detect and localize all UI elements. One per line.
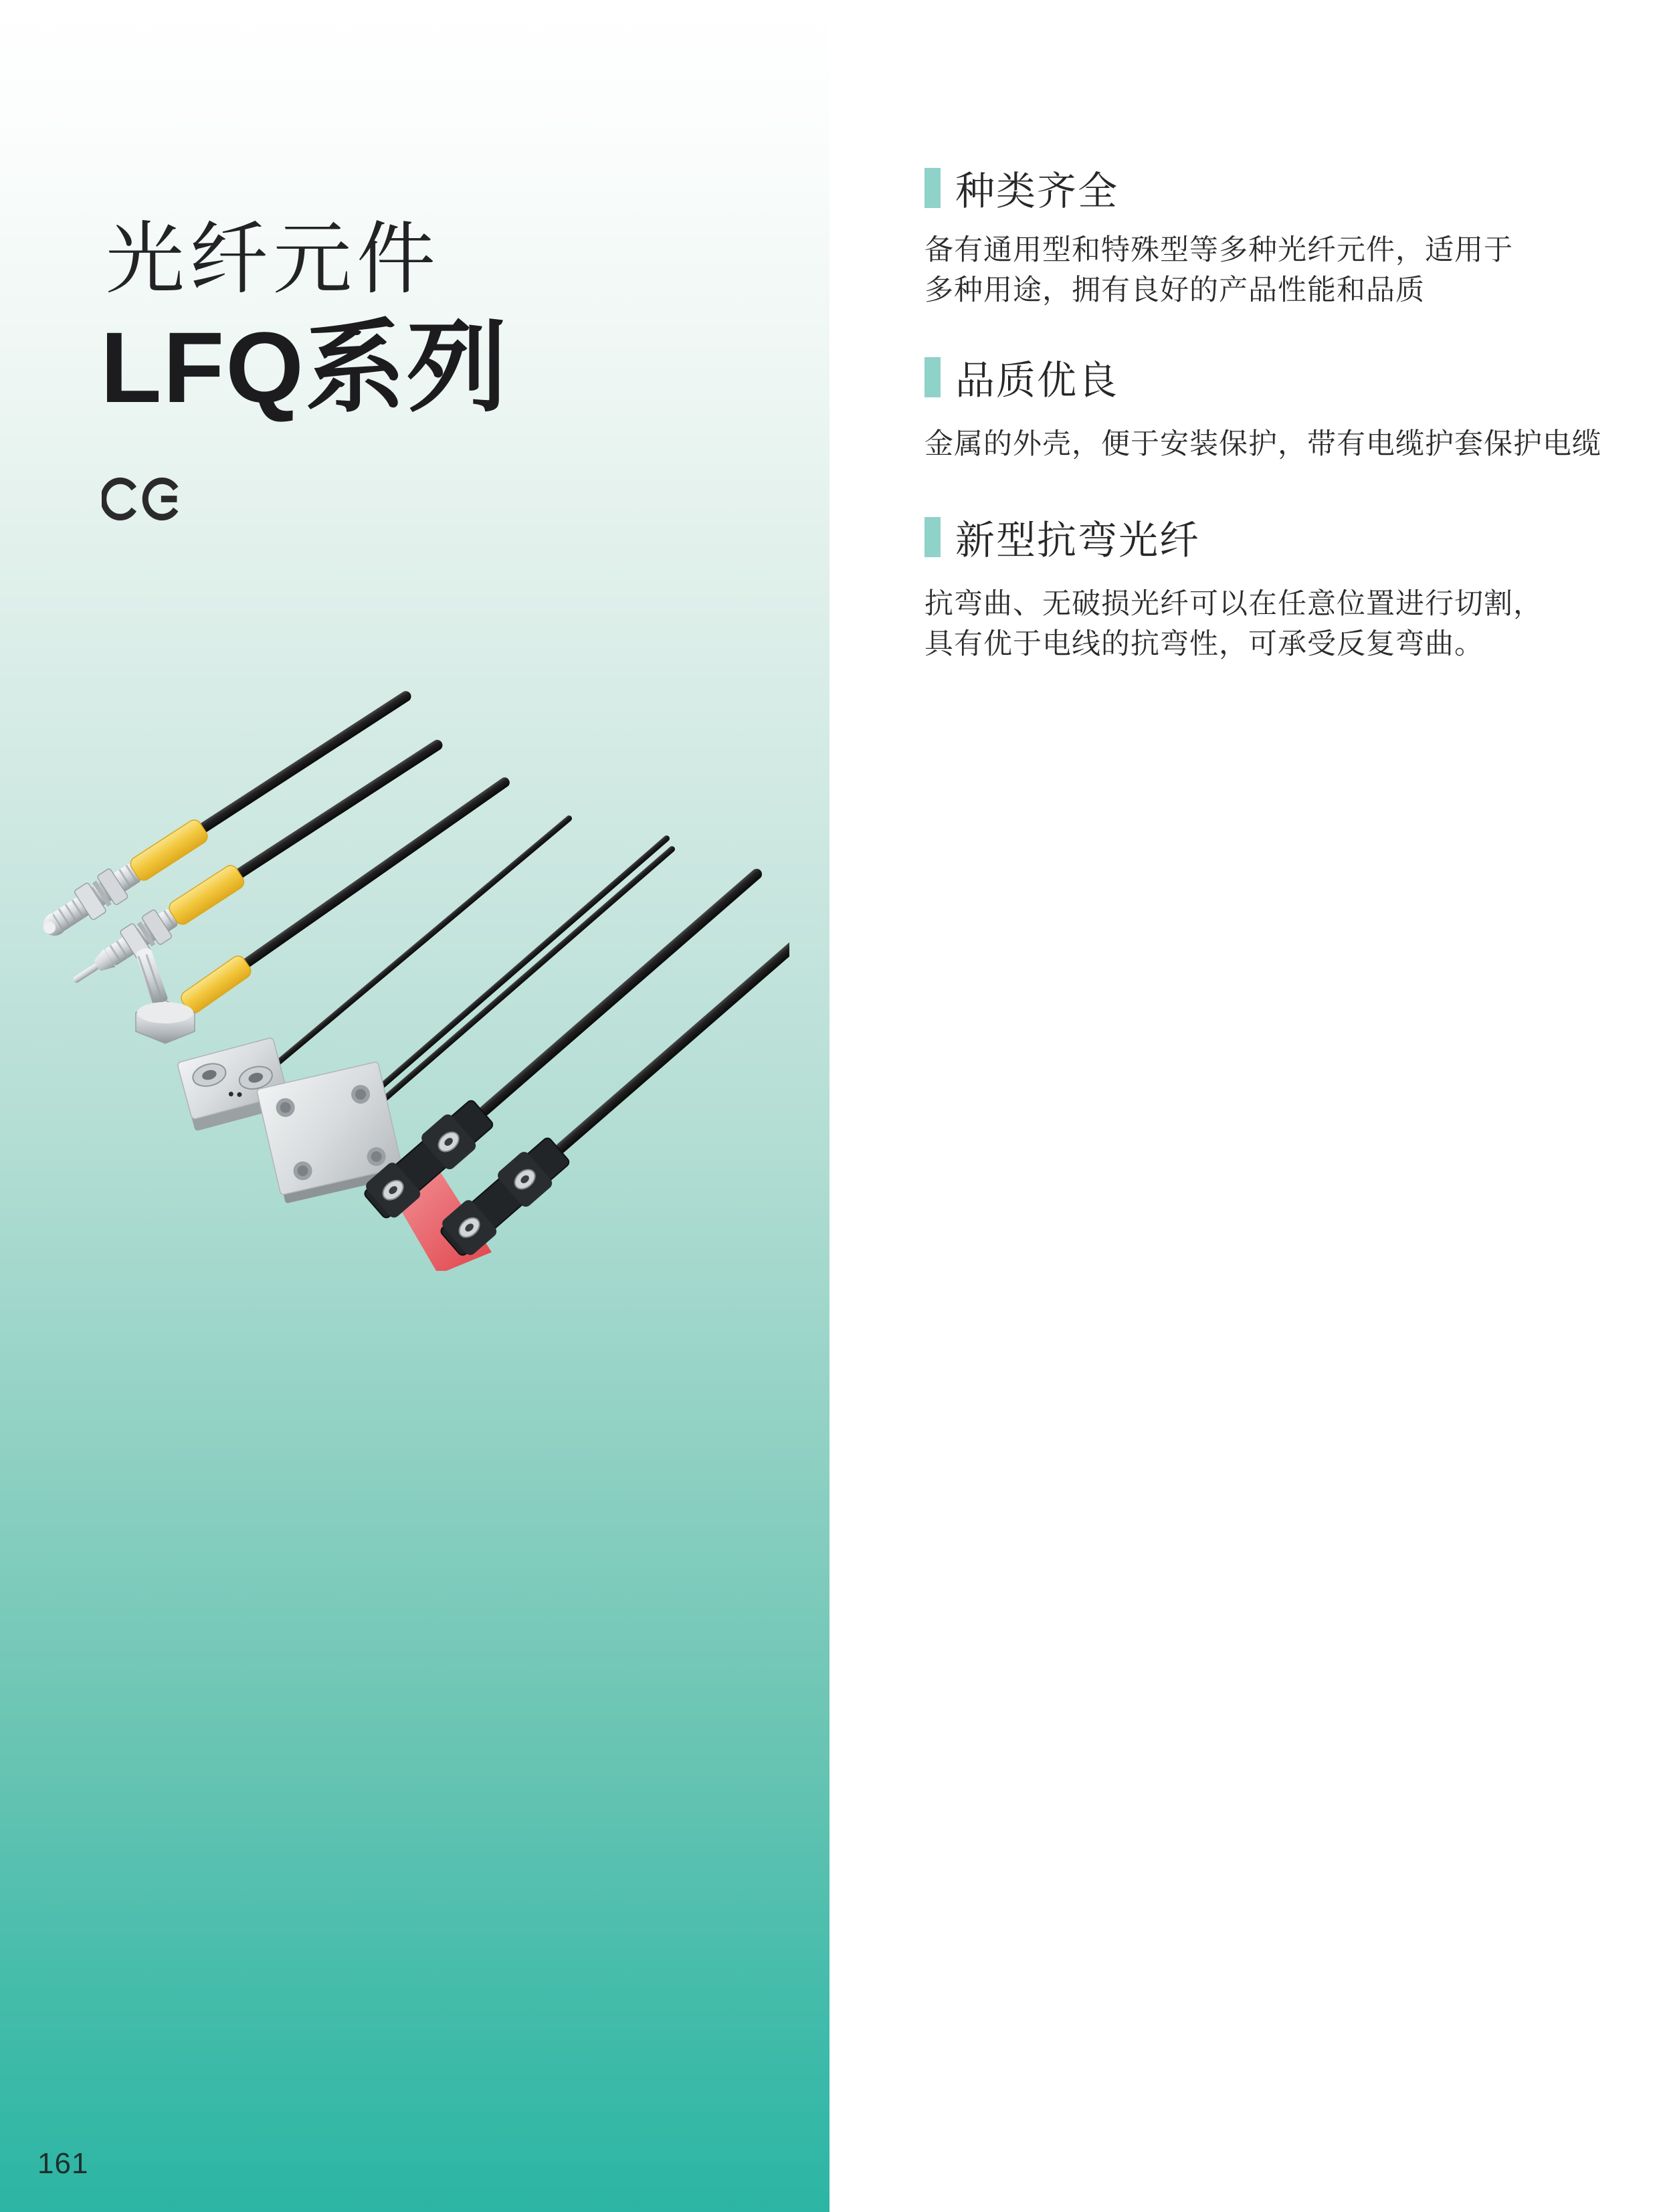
feature-body-line: 抗弯曲、无破损光纤可以在任意位置进行切割， [924, 588, 1543, 620]
feature-title: 品质优良 [955, 359, 1119, 403]
feature-heading-bend-resistant [924, 508, 1627, 565]
accent-bar [924, 357, 941, 397]
feature-heading-quality [924, 348, 1627, 405]
feature-body-line: 多种用途，拥有良好的产品性能和品质 [924, 274, 1425, 306]
series-title: LFQ系列 [100, 311, 508, 423]
m4-threaded-fiber-head [35, 679, 419, 946]
page-number: 161 [37, 2147, 89, 2180]
accent-bar [924, 168, 941, 208]
product-photo [27, 669, 789, 1271]
feature-body-line: 具有优于电线的抗弯性，可承受反复弯曲。 [924, 628, 1484, 660]
series-subtitle: 光纤元件 [106, 215, 441, 304]
feature-body-line: 备有通用型和特殊型等多种光纤元件，适用于 [924, 234, 1513, 266]
feature-heading-variety [924, 159, 1627, 216]
feature-body-variety [924, 230, 1634, 310]
side-view-sensor-head [359, 853, 775, 1223]
feature-title: 种类齐全 [955, 169, 1119, 213]
feature-body-quality [924, 424, 1634, 464]
side-view-sensor-head [435, 915, 789, 1261]
feature-title: 新型抗弯光纤 [955, 518, 1201, 563]
accent-bar [924, 517, 941, 557]
ce-mark-icon [102, 476, 181, 522]
feature-body-line: 金属的外壳，便于安装保护，带有电缆护套保护电缆 [924, 428, 1601, 460]
feature-body-bend-resistant [924, 584, 1634, 664]
